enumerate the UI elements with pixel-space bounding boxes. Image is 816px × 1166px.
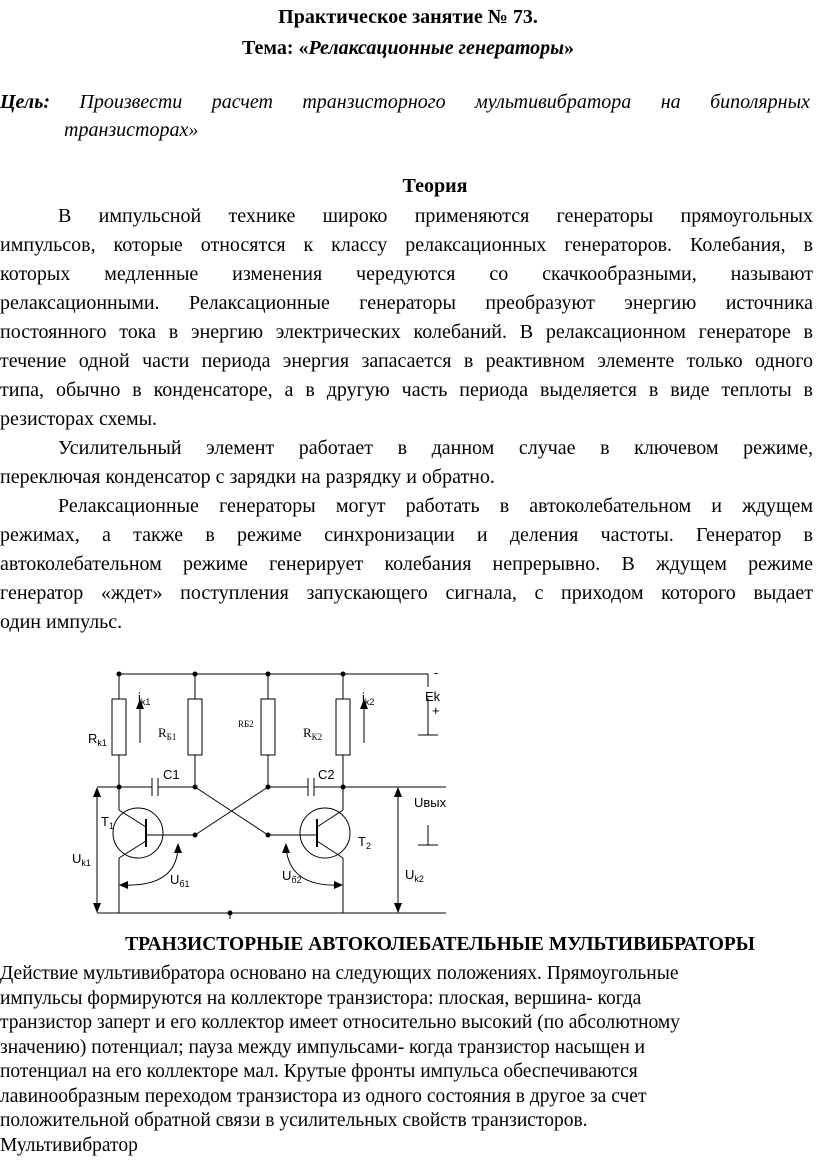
label-ik1: $i_{k1}$ bbox=[138, 690, 151, 707]
node-dot bbox=[341, 672, 346, 677]
multivibrator-circuit-diagram bbox=[0, 655, 816, 930]
text-line: резисторах схемы. bbox=[0, 408, 158, 430]
label-uout: Uвых bbox=[414, 795, 447, 810]
label-uk2: $U_{k2}$ bbox=[405, 867, 424, 884]
text-line: течение одной части периода энергия запасается в реактивном элементе только одного bbox=[0, 350, 813, 372]
page-subtitle bbox=[0, 37, 816, 60]
text-line: релаксационными. Релаксационные генераторы преобразуют энергию источника bbox=[0, 292, 813, 314]
transistor-t1-emitter bbox=[119, 841, 146, 858]
node-dot bbox=[193, 785, 198, 790]
section-body bbox=[0, 962, 816, 1158]
label-ub1: $U_{б1}$ bbox=[170, 872, 190, 889]
goal-line-2: транзисторах» bbox=[64, 119, 199, 141]
arrowhead bbox=[174, 843, 182, 853]
arrowhead bbox=[334, 881, 343, 889]
theory-paragraph-2 bbox=[0, 434, 813, 492]
text-line: постоянного тока в энергию электрических колебаний. В релаксационном генераторе в bbox=[0, 321, 813, 343]
theory-heading: Теория bbox=[402, 175, 468, 197]
subtitle-prefix: Тема: « bbox=[241, 37, 309, 59]
label-supply: Ek bbox=[425, 689, 441, 704]
resistor-rk2 bbox=[336, 699, 350, 755]
theory-paragraph-3 bbox=[0, 492, 813, 637]
node-dot bbox=[266, 785, 271, 790]
text-line: импульсы формируются на коллекторе транзистора: плоская, вершина- когда bbox=[0, 987, 642, 1009]
section-heading: ТРАНЗИСТОРНЫЕ АВТОКОЛЕБАТЕЛЬНЫЕ МУЛЬТИВИБРАТОРЫ bbox=[125, 934, 755, 955]
subtitle-topic: Релаксационные генераторы bbox=[308, 37, 565, 59]
transistor-t2-emitter bbox=[317, 841, 343, 858]
label-uk1: $U_{k1}$ bbox=[72, 851, 91, 868]
node-dot bbox=[117, 672, 122, 677]
label-plus: + bbox=[432, 703, 440, 718]
theory-paragraph-1 bbox=[0, 202, 813, 434]
resistor-rb1 bbox=[188, 699, 202, 755]
label-rb2: RБ2 bbox=[238, 719, 254, 729]
node-dot bbox=[117, 785, 122, 790]
goal-word: расчет bbox=[211, 91, 273, 113]
text-line: Действие мультивибратора основано на следующих положениях. Прямоугольные bbox=[0, 963, 679, 984]
transistor-t1-body bbox=[113, 808, 163, 858]
node-dot bbox=[266, 672, 271, 677]
node-dot bbox=[193, 833, 198, 838]
text-line: режимах, а также в режиме синхронизации и деления частоты. Генератор в bbox=[0, 524, 813, 546]
arrowhead bbox=[93, 903, 101, 913]
transistor-t2-body bbox=[300, 808, 350, 858]
transistor-t1-collector bbox=[119, 810, 146, 827]
goal-line-1 bbox=[0, 88, 810, 116]
text-line: типа, обычно в конденсаторе, а в другую часть периода выделяется в виде теплоты в bbox=[0, 379, 813, 401]
text-line: транзистор заперт и его коллектор имеет относительно высокий (по абсолютному bbox=[0, 1012, 680, 1033]
label-ub2: $U_{б2}$ bbox=[282, 868, 302, 885]
arrowhead bbox=[93, 787, 101, 797]
goal-label: Цель: bbox=[0, 91, 50, 113]
text-line: генератор «ждет» поступления запускающего сигнала, с приходом которого выдает bbox=[0, 582, 813, 604]
text-line: потенциал на его коллекторе мал. Крутые фронты импульса обеспечиваются bbox=[0, 1061, 638, 1082]
label-ik2: $i_{k2}$ bbox=[362, 690, 375, 707]
arrowhead bbox=[119, 881, 128, 889]
arrowhead bbox=[394, 787, 402, 797]
goal-word: мультивибратора bbox=[475, 91, 632, 113]
label-t1: $T_1$ bbox=[101, 814, 114, 831]
arrowhead bbox=[282, 843, 290, 853]
goal-word: биполярных bbox=[710, 91, 810, 113]
label-c1: C1 bbox=[163, 767, 180, 782]
text-line: лавинообразным переходом транзистора из одного состояния в другое за счет bbox=[0, 1085, 647, 1107]
resistor-rb2 bbox=[261, 699, 275, 755]
transistor-t2-collector bbox=[317, 810, 343, 827]
text-line: В импульсной технике широко применяются генераторы прямоугольных bbox=[58, 205, 813, 227]
label-minus: - bbox=[434, 665, 439, 680]
label-rb1: $R_{Б1}$ bbox=[158, 725, 177, 742]
text-line: которых медленные изменения чередуются со скачкообразными, называют bbox=[0, 263, 813, 285]
text-line: значению) потенциал; пауза между импульсами- когда транзистор насыщен и bbox=[0, 1036, 646, 1058]
goal-word: транзисторного bbox=[302, 91, 446, 113]
text-line: импульсов, которые относятся к классу релаксационных генераторов. Колебания, в bbox=[0, 234, 813, 256]
goal-block bbox=[0, 88, 810, 144]
text-line: один импульс. bbox=[0, 611, 123, 633]
arrowhead bbox=[394, 903, 402, 913]
resistor-rk1 bbox=[112, 699, 126, 755]
label-rk1: $R_{k1}$ bbox=[88, 731, 107, 748]
node-dot bbox=[193, 672, 198, 677]
label-c2: C2 bbox=[318, 767, 335, 782]
label-t2: $T_2$ bbox=[358, 834, 371, 851]
label-rk2: $R_{К2}$ bbox=[303, 725, 323, 742]
subtitle-suffix: » bbox=[564, 37, 575, 59]
node-dot bbox=[266, 833, 271, 838]
node-dot bbox=[228, 911, 233, 916]
text-line: Усилительный элемент работает в данном случае в ключевом режиме, bbox=[58, 437, 813, 459]
text-line: Мультивибратор bbox=[0, 1134, 138, 1156]
text-line: Релаксационные генераторы могут работать в автоколебательном и ждущем bbox=[58, 495, 813, 517]
text-line: переключая конденсатор с зарядки на разрядку и обратно. bbox=[0, 466, 495, 488]
goal-word: на bbox=[660, 91, 681, 113]
goal-word: Произвести bbox=[79, 91, 183, 113]
page-title: Практическое занятие № 73. bbox=[278, 6, 538, 28]
node-dot bbox=[341, 785, 346, 790]
text-line: автоколебательном режиме генерирует колебания непрерывно. В ждущем режиме bbox=[0, 553, 813, 575]
text-line: положительной обратной связи в усилительных свойств транзисторов. bbox=[0, 1110, 588, 1131]
